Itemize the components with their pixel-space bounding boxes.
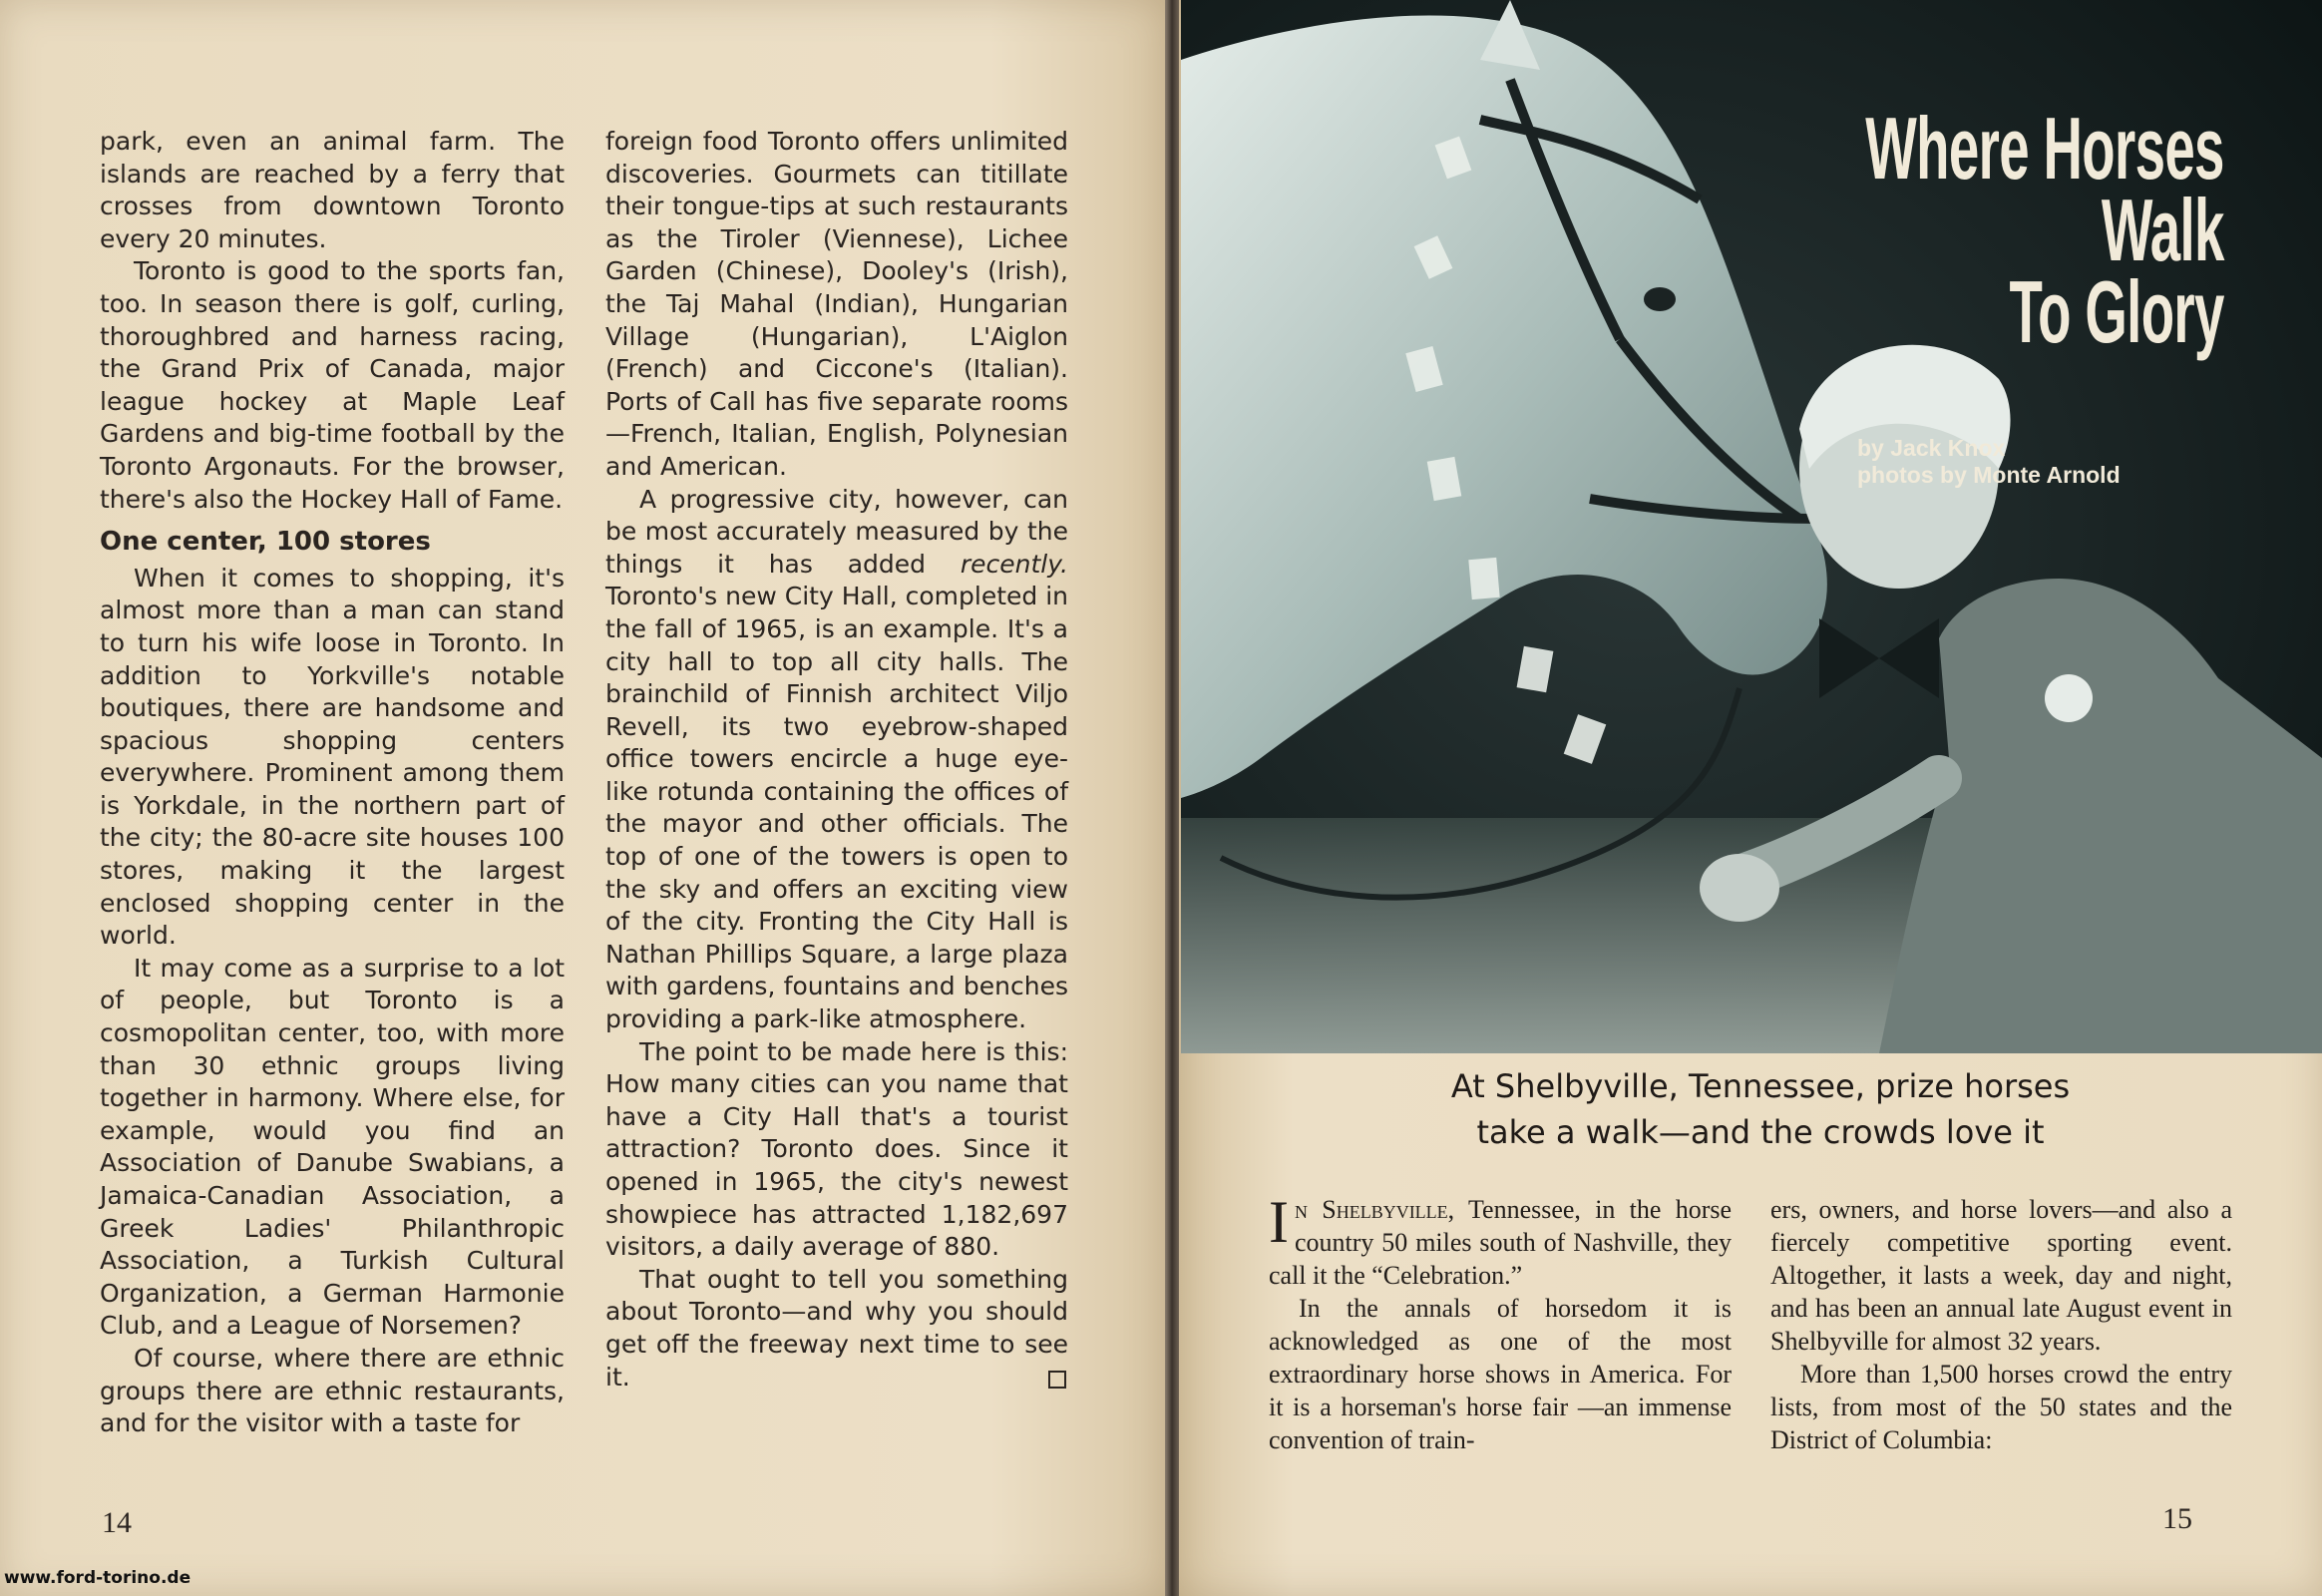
left-column-2 bbox=[605, 126, 1068, 1394]
right-column-2 bbox=[1770, 1193, 2232, 1456]
paragraph: In the annals of horsedom it is acknowledged as one of the most extraordinary horse shows in America. For it is a horseman's horse fair —an immense convention of train- bbox=[1269, 1294, 1732, 1454]
paragraph: When it comes to shopping, it's almost more than a man can stand to turn his wife loose in Toronto. In addition to Yorkville's notable boutiques, there are handsome and spacious shopping centers everywhere. Prominent among them is Yorkdale, in the northern part of the city; the 80-acre site houses 100 stores, making it the largest enclosed shopping center in the world. bbox=[100, 563, 565, 951]
dek-line: At Shelbyville, Tennessee, prize horses bbox=[1450, 1067, 2071, 1105]
paragraph: Toronto is good to the sports fan, too. In season there is golf, curling, thoroughbred and harness racing, the Grand Prix of Canada, major league hockey at Maple Leaf Gardens and big-time football by the Toronto Argonauts. For the browser, there's also the Hockey Hall of Fame. bbox=[100, 256, 565, 514]
photo-credit: photos by Monte Arnold bbox=[1857, 462, 2121, 488]
headline-line: To Glory bbox=[2009, 262, 2224, 361]
text-run: Tennessee, in the horse country 50 miles south of Nashville, they call it the “Celebration.” bbox=[1269, 1195, 1733, 1290]
dek-line: take a walk—and the crowds love it bbox=[1476, 1113, 2045, 1151]
text-run: Toronto's new City Hall, completed in the fall of 1965, is an example. It's a city hall to top all city halls. The brainchild of Finnish architect Viljo Revell, its two eyebrow-shaped office towers encircle a huge eye-like rotunda containing the offices of the mayor and other officials. The top of one of the towers is open to the sky and offers an exciting view of the city. Fronting the City Hall is Nathan Phillips Square, a large plaza with gardens, fountains and benches providing a park-like atmosphere. bbox=[605, 582, 1068, 1034]
paragraph bbox=[605, 484, 1068, 1036]
paragraph: Of course, where there are ethnic groups there are ethnic restaurants, and for the visitor with a taste for bbox=[100, 1343, 565, 1438]
right-column-1 bbox=[1269, 1189, 1733, 1456]
left-column-1 bbox=[100, 126, 565, 1440]
article-dek bbox=[1297, 1063, 2224, 1155]
page-number: 15 bbox=[2162, 1502, 2192, 1535]
headline-line: Where Horses bbox=[1865, 99, 2224, 198]
headline-line: Walk bbox=[2102, 181, 2224, 279]
subheading: One center, 100 stores bbox=[100, 527, 431, 558]
emphasis-text: recently. bbox=[960, 549, 1068, 579]
author-credit: by Jack Knox bbox=[1857, 435, 2006, 461]
paragraph: ers, owners, and horse lovers—and also a fiercely competitive sporting event. Altogether, it lasts a week, day and night, and has been an annual late August event in Shelbyville for almost 32 years. bbox=[1770, 1195, 2232, 1356]
lead-in: n Shelbyville, bbox=[1294, 1195, 1455, 1224]
text-run: A progressive city, however, can be most accurately measured by the things it has added bbox=[605, 484, 1068, 579]
paragraph: foreign food Toronto offers unlimited discoveries. Gourmets can titillate their tongue-tips at such restaurants as the Tiroler (Viennese), Lichee Garden (Chinese), Dooley's (Irish), the Taj Mahal (Indian), Hungarian Village (Hungarian), L'Aiglon (French) and Ciccone's (Italian). Ports of Call has five separate rooms—French, Italian, English, Polynesian and American. bbox=[605, 127, 1068, 481]
paragraph: More than 1,500 horses crowd the entry lists, from most of the 50 states and the District of Columbia: bbox=[1770, 1360, 2232, 1454]
end-mark-icon bbox=[1048, 1371, 1066, 1389]
book-gutter bbox=[1165, 0, 1179, 1596]
paragraph: It may come as a surprise to a lot of people, but Toronto is a cosmopolitan center, too, with more than 30 ethnic groups living together in harmony. Where else, for example, would you find an Association of Danube Swabians, a Jamaica-Canadian Association, a Greek Ladies' Philanthropic Association, a Turkish Cultural Organization, a German Harmonie Club, and a League of Norsemen? bbox=[100, 953, 565, 1341]
byline bbox=[1857, 435, 2121, 489]
watermark: www.ford-torino.de bbox=[4, 1568, 192, 1588]
horse-photo bbox=[1181, 0, 2322, 1053]
drop-cap: I bbox=[1269, 1189, 1289, 1255]
paragraph bbox=[1269, 1189, 1733, 1292]
text-run: That ought to tell you something about Toronto—and why you should get off the freeway next time to see it. bbox=[605, 1264, 1068, 1392]
paragraph bbox=[605, 1264, 1068, 1394]
page-number: 14 bbox=[102, 1506, 132, 1539]
paragraph: The point to be made here is this: How many cities can you name that have a City Hall that's a tourist attraction? Toronto does. Since it opened in 1965, the city's newest showpiece has attracted 1,182,697 visitors, a daily average of 880. bbox=[605, 1036, 1068, 1262]
paragraph: park, even an animal farm. The islands are reached by a ferry that crosses from downtown Toronto every 20 minutes. bbox=[100, 127, 565, 253]
article-headline bbox=[1865, 99, 2224, 361]
